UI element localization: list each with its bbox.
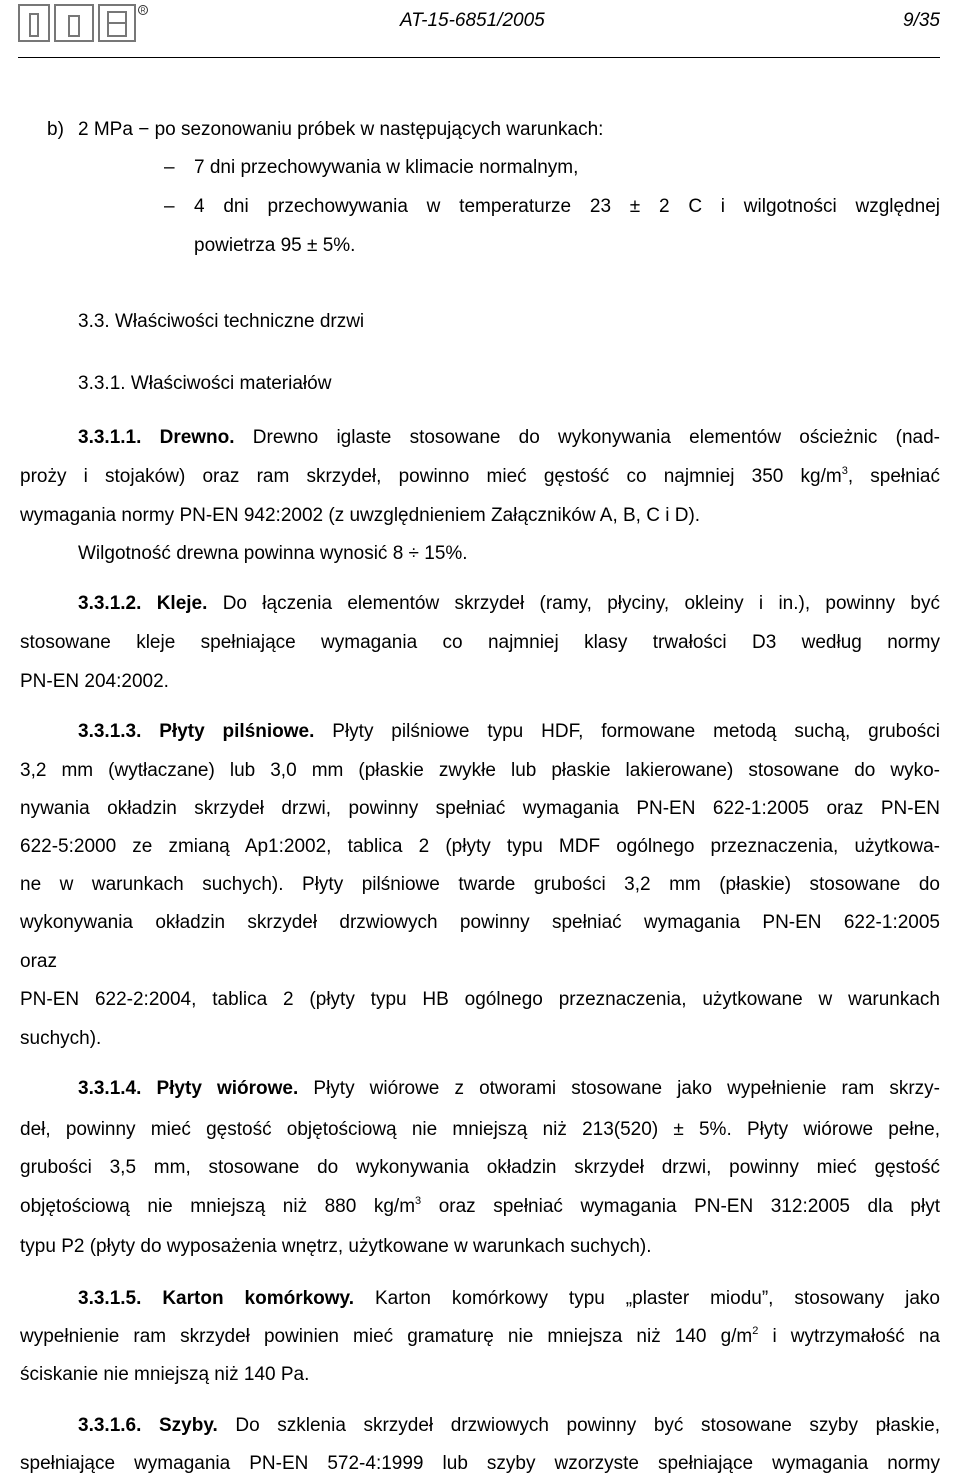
paragraph-line: proży i stojaków) oraz ram skrzydeł, powinno mieć gęstość co najmniej 350 $kg/m^3$, spełniać xyxy=(20,465,940,487)
paragraph-line: wykonywania okładzin skrzydeł drzwiowych powinny spełniać wymagania PN-EN 622-1:2005 xyxy=(20,912,940,933)
bullet-dash: – xyxy=(164,196,175,217)
bullet-continuation: powietrza 95 ± 5%. xyxy=(194,235,356,256)
bullet-item: 4 dni przechowywania w temperaturze 23 ± 2 C i wilgotności względnej xyxy=(194,196,940,217)
header-rule xyxy=(18,57,940,58)
paragraph-line: suchych). xyxy=(20,1028,102,1049)
paragraph-line: deł, powinny mieć gęstość objętościową nie mniejszą niż 213(520) ± 5%. Płyty wiórowe pełne, xyxy=(20,1119,940,1140)
paragraph-number: 3.3.1.3. Płyty pilśniowe. xyxy=(78,721,315,742)
paragraph-line: 3,2 mm (wytłaczane) lub 3,0 mm (płaskie zwykłe lub płaskie lakierowane) stosowane do wyko- xyxy=(20,760,940,781)
item-b-label: b) xyxy=(47,119,64,140)
paragraph-line: PN-EN 622-2:2004, tablica 2 (płyty typu HB ogólnego przeznaczenia, użytkowane w warunkach xyxy=(20,989,940,1010)
paragraph-number: 3.3.1.2. Kleje. xyxy=(78,593,208,614)
paragraph-line: spełniające wymagania PN-EN 572-4:1999 lub szyby wzorzyste spełniające wymagania normy xyxy=(20,1453,940,1474)
bullet-item: 7 dni przechowywania w klimacie normalnym, xyxy=(194,157,579,178)
paragraph-line: nywania okładzin skrzydeł drzwi, powinny spełniać wymagania PN-EN 622-1:2005 oraz PN-EN xyxy=(20,798,940,819)
itb-logo xyxy=(18,4,148,44)
paragraph-line: ne w warunkach suchych). Płyty pilśniowe twarde grubości 3,2 mm (płaskie) stosowane do xyxy=(20,874,940,895)
paragraph-line: wypełnienie ram skrzydeł powinien mieć gramaturę nie mniejsza niż 140 $g/m^2$ i wytrzymałość na xyxy=(20,1325,940,1347)
paragraph-line: 3.3.1.6. Szyby. Do szklenia skrzydeł drzwiowych powinny być stosowane szyby płaskie, xyxy=(78,1415,940,1436)
paragraph-line: stosowane kleje spełniające wymagania co najmniej klasy trwałości D3 według normy xyxy=(20,632,940,653)
paragraph-line: objętościową nie mniejszą niż 880 $kg/m^3$ oraz spełniać wymagania PN-EN 312:2005 dla płyt xyxy=(20,1195,940,1217)
bullet-dash: – xyxy=(164,157,175,178)
paragraph-number: 3.3.1.6. Szyby. xyxy=(78,1415,218,1436)
paragraph-line: wymagania normy PN-EN 942:2002 (z uwzględnieniem Załączników A, B, C i D). xyxy=(20,505,701,526)
paragraph-line: 3.3.1.2. Kleje. Do łączenia elementów skrzydeł (ramy, płyciny, okleiny i in.), powinny być xyxy=(78,593,941,614)
svg-text:R: R xyxy=(140,7,146,15)
paragraph-line: typu P2 (płyty do wyposażenia wnętrz, użytkowane w warunkach suchych). xyxy=(20,1236,652,1257)
paragraph-line: Wilgotność drewna powinna wynosić 8 ÷ 15%. xyxy=(78,543,468,564)
item-b-text: 2 MPa − po sezonowaniu próbek w następujących warunkach: xyxy=(78,119,604,140)
paragraph-number: 3.3.1.1. Drewno. xyxy=(78,427,235,448)
paragraph-line: grubości 3,5 mm, stosowane do wykonywania okładzin skrzydeł drzwi, powinny mieć gęstość xyxy=(20,1157,940,1178)
section-heading: 3.3. Właściwości techniczne drzwi xyxy=(78,311,365,332)
paragraph-line: 3.3.1.1. Drewno. Drewno iglaste stosowane do wykonywania elementów ościeżnic (nad- xyxy=(78,427,940,448)
paragraph-number: 3.3.1.5. Karton komórkowy. xyxy=(78,1288,354,1309)
paragraph-line: PN-EN 204:2002. xyxy=(20,671,169,692)
paragraph-line: 622-5:2000 ze zmianą Ap1:2002, tablica 2 (płyty typu MDF ogólnego przeznaczenia, użytkowa- xyxy=(20,836,940,857)
paragraph-line: 3.3.1.3. Płyty pilśniowe. Płyty pilśniowe typu HDF, formowane metodą suchą, grubości xyxy=(78,721,940,742)
paragraph-line: ściskanie nie mniejszą niż 140 Pa. xyxy=(20,1364,310,1385)
paragraph-line: oraz xyxy=(20,951,57,972)
paragraph-number: 3.3.1.4. Płyty wiórowe. xyxy=(78,1078,299,1099)
subsection-heading: 3.3.1. Właściwości materiałów xyxy=(78,373,332,394)
paragraph-line: 3.3.1.4. Płyty wiórowe. Płyty wiórowe z otworami stosowane jako wypełnienie ram skrzy- xyxy=(78,1078,940,1099)
document-number: AT-15-6851/2005 xyxy=(400,10,545,31)
page-number: 9/35 xyxy=(903,10,940,31)
paragraph-line: 3.3.1.5. Karton komórkowy. Karton komórkowy typu „plaster miodu”, stosowany jako xyxy=(78,1288,940,1309)
